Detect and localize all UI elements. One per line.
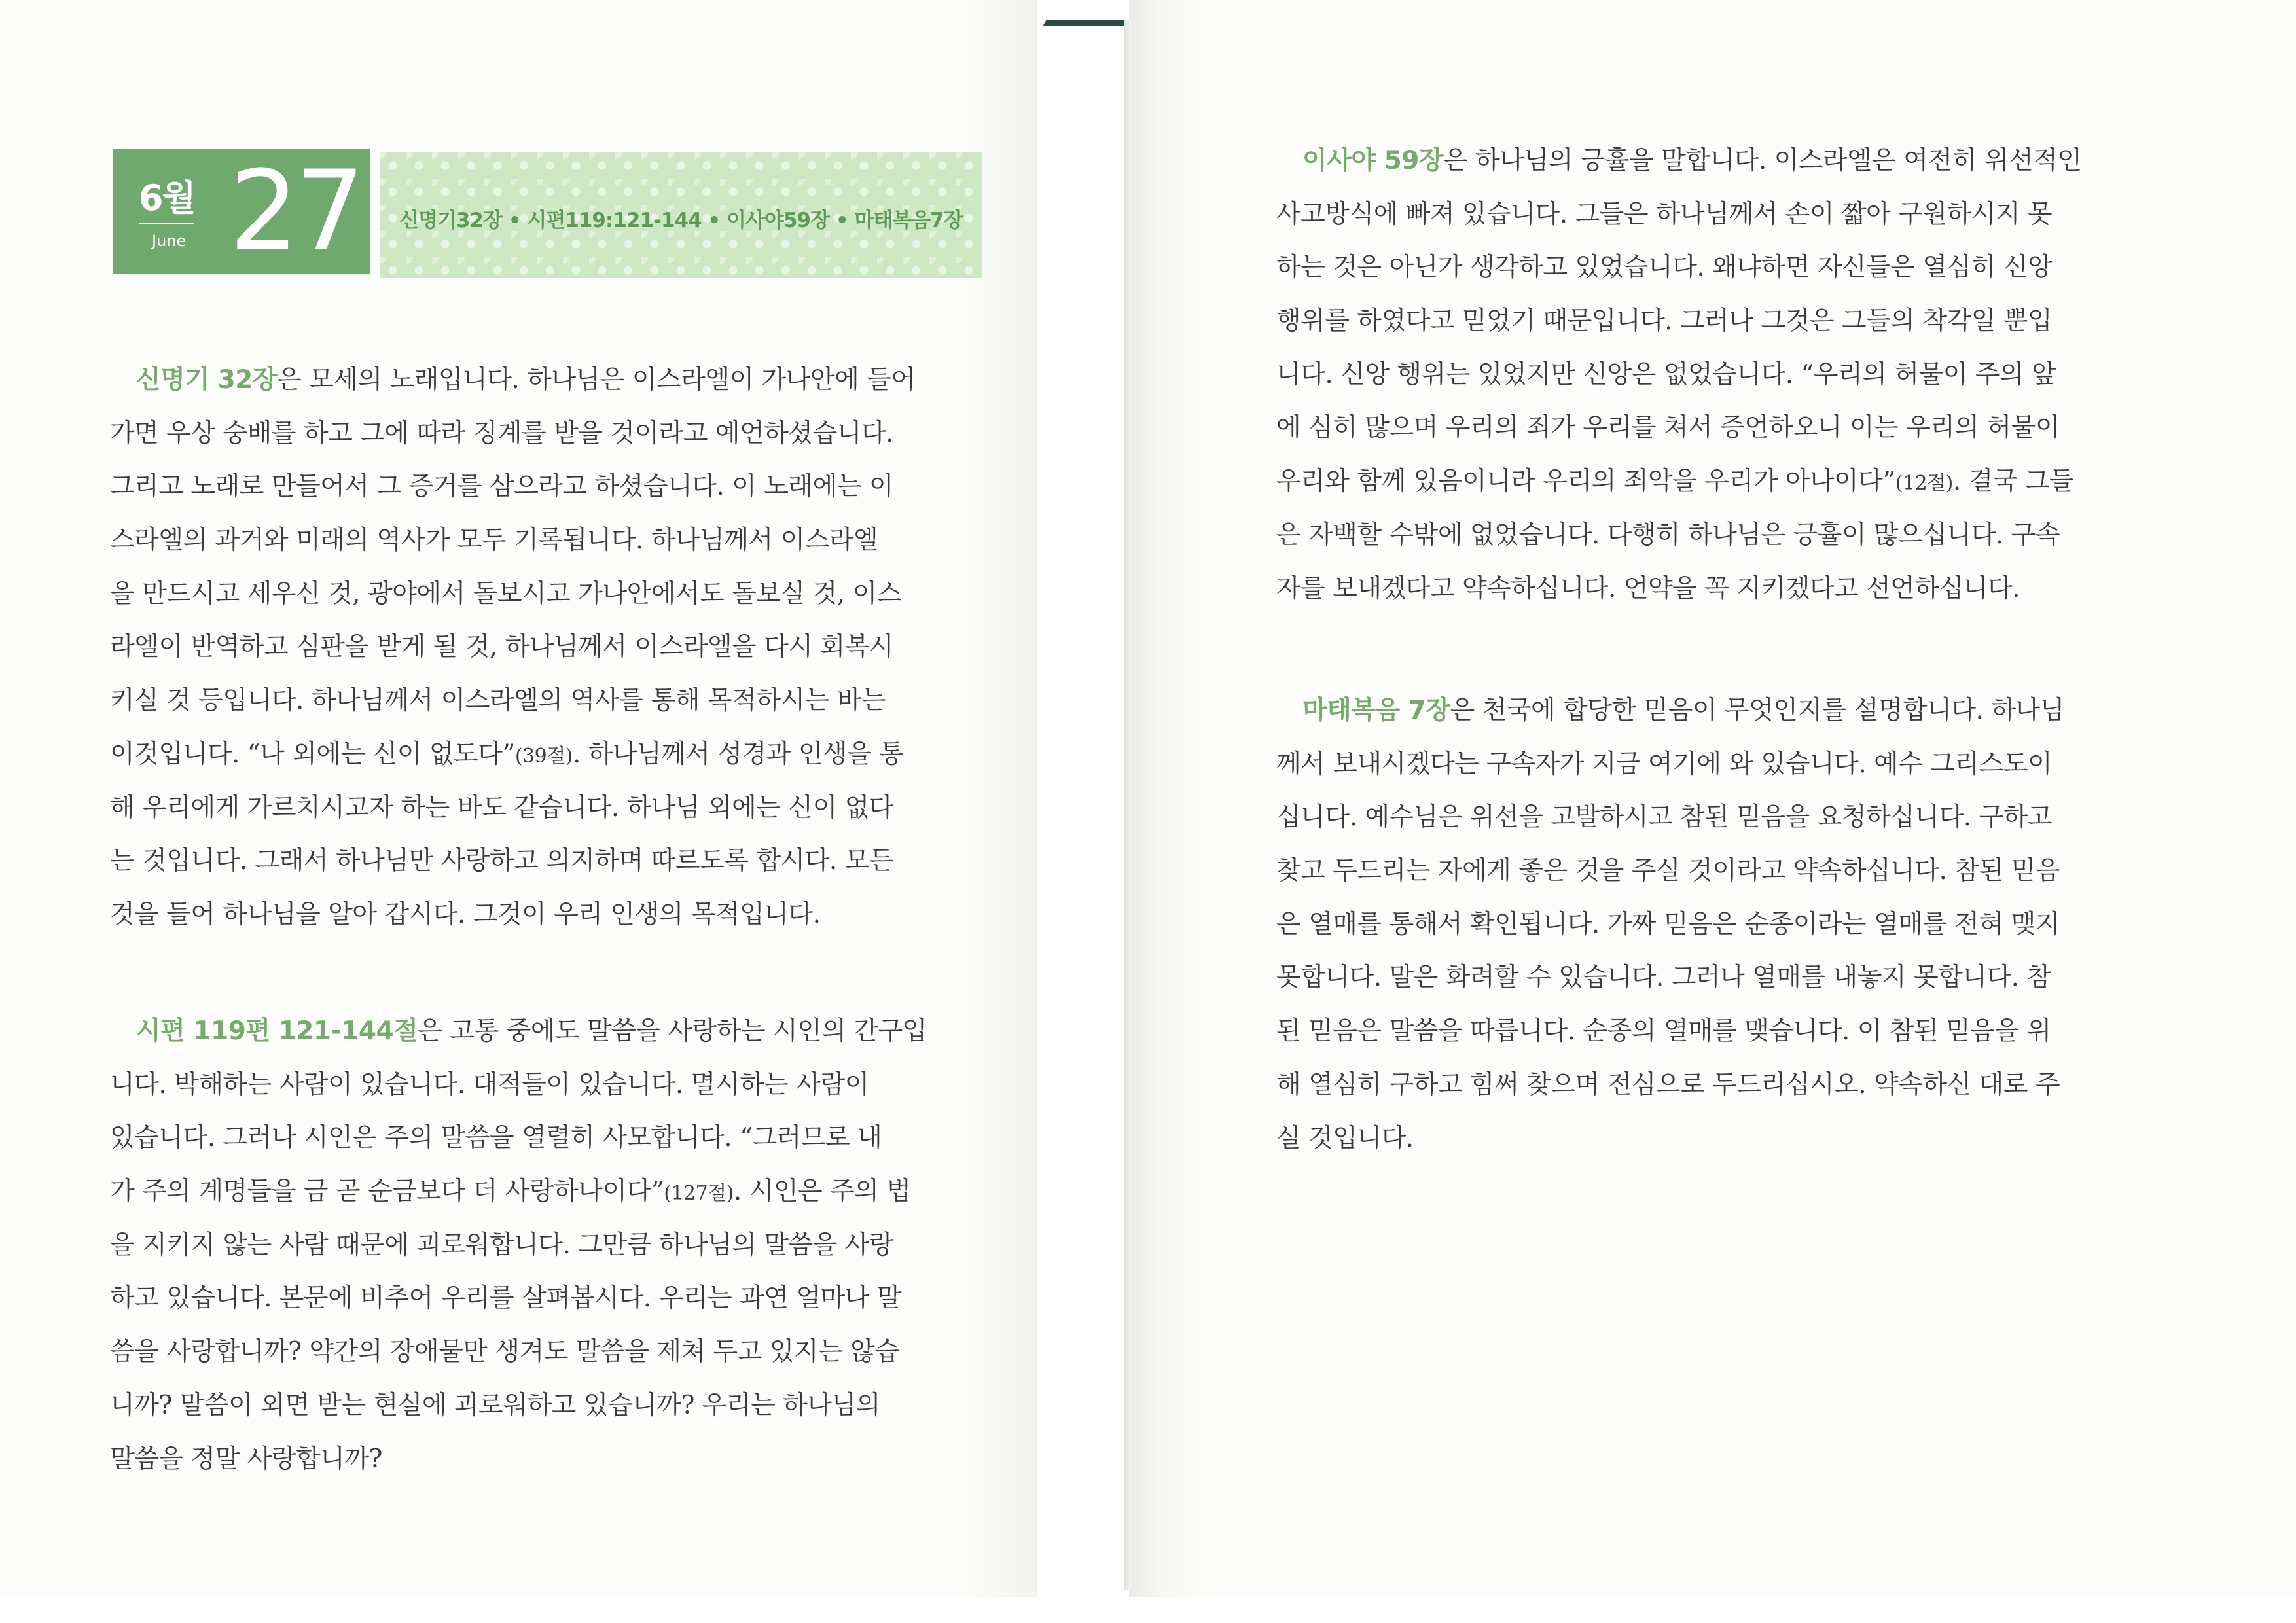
text-line: 하고 있습니다. 본문에 비추어 우리를 살펴봅시다. 우리는 과연 얼마나 말 — [110, 1283, 901, 1313]
page-gutter — [1037, 0, 1129, 1597]
text-line: 된 믿음은 말씀을 따릅니다. 순종의 열매를 맺습니다. 이 참된 믿음을 위 — [1276, 1016, 2051, 1046]
date-month: 6월 — [139, 177, 195, 219]
text-line: 십니다. 예수님은 위선을 고발하시고 참된 믿음을 요청하십니다. 구하고 — [1276, 802, 2053, 832]
text-line: 해 우리에게 가르치시고자 하는 바도 같습니다. 하나님 외에는 신이 없다 — [110, 793, 894, 823]
text-line: 스라엘의 과거와 미래의 역사가 모두 기록됩니다. 하나님께서 이스라엘 — [110, 526, 878, 556]
text-line: 실 것입니다. — [1276, 1123, 1414, 1153]
text-line: 못합니다. 말은 화려할 수 있습니다. 그러나 열매를 내놓지 못합니다. 참 — [1276, 963, 2051, 993]
date-divider — [139, 223, 194, 224]
date-month-english: June — [152, 232, 187, 250]
text-line: 께서 보내시겠다는 구속자가 지금 여기에 와 있습니다. 예수 그리스도이 — [1276, 749, 2053, 779]
text-line: 마태복음 7장은 천국에 합당한 믿음이 무엇인지를 설명합니다. 하나님 — [1302, 696, 2064, 725]
date-day: 27 — [229, 147, 361, 275]
text-line: 우리와 함께 있음이니라 우리의 죄악을 우리가 아나이다”(12절). 결국 그들 — [1276, 467, 2074, 497]
verse-citation: (39절) — [514, 744, 573, 768]
text-line: 는 것입니다. 그래서 하나님만 사랑하고 의지하며 따르도록 합시다. 모든 — [110, 846, 894, 876]
text-line: 가 주의 계명들을 금 곧 순금보다 더 사랑하나이다”(127절). 시인은 주의 법 — [110, 1177, 911, 1207]
text-line: 니다. 박해하는 사람이 있습니다. 대적들이 있습니다. 멸시하는 사람이 — [110, 1069, 869, 1099]
reading-plan-text: 신명기32장 • 시편119:121-144 • 이사야59장 • 마태복음7장 — [399, 209, 963, 232]
text-line: 사고방식에 빠져 있습니다. 그들은 하나님께서 손이 짧아 구원하시지 못 — [1276, 199, 2053, 229]
reference-deuteronomy: 신명기 32장 — [136, 365, 278, 395]
paragraph-matthew — [1276, 684, 2157, 1165]
paragraph-isaiah — [1276, 134, 2157, 615]
text-line: 에 심히 많으며 우리의 죄가 우리를 쳐서 증언하오니 이는 우리의 허물이 — [1276, 413, 2060, 443]
text-line: 가면 우상 숭배를 하고 그에 따라 징계를 받을 것이라고 예언하셨습니다. — [110, 418, 894, 448]
text-line: 말씀을 정말 사랑합니까? — [110, 1444, 382, 1474]
paragraph-deuteronomy — [110, 353, 987, 942]
text-line: 해 열심히 구하고 힘써 찾으며 전심으로 두드리십시오. 약속하신 대로 주 — [1276, 1069, 2060, 1099]
text-line: 을 만드시고 세우신 것, 광야에서 돌보시고 가나안에서도 돌보실 것, 이스 — [110, 579, 901, 609]
text-line: 있습니다. 그러나 시인은 주의 말씀을 열렬히 사모합니다. “그러므로 내 — [110, 1123, 882, 1153]
reference-matthew: 마태복음 7장 — [1302, 696, 1450, 725]
text-line: 신명기 32장은 모세의 노래입니다. 하나님은 이스라엘이 가나안에 들어 — [136, 365, 916, 395]
text-line: 씀을 사랑합니까? 약간의 장애물만 생겨도 말씀을 제쳐 두고 있지는 않습 — [110, 1337, 899, 1367]
reference-psalms: 시편 119편 121-144절 — [136, 1016, 418, 1046]
paragraph-psalms — [110, 1005, 987, 1486]
text-line: 은 자백할 수밖에 없었습니다. 다행히 하나님은 긍휼이 많으십니다. 구속 — [1276, 520, 2060, 550]
text-line: 라엘이 반역하고 심판을 받게 될 것, 하나님께서 이스라엘을 다시 회복시 — [110, 632, 894, 662]
text-line: 자를 보내겠다고 약속하십니다. 언약을 꼭 지키겠다고 선언하십니다. — [1276, 573, 2020, 603]
text-line: 이사야 59장은 하나님의 긍휼을 말합니다. 이스라엘은 여전히 위선적인 — [1302, 146, 2082, 175]
text-line: 니까? 말씀이 외면 받는 현실에 괴로워하고 있습니까? 우리는 하나님의 — [110, 1390, 880, 1420]
reading-plan-band — [380, 152, 982, 278]
text-line: 행위를 하였다고 믿었기 때문입니다. 그러나 그것은 그들의 착각일 뿐입 — [1276, 306, 2053, 336]
text-line: 니다. 신앙 행위는 있었지만 신앙은 없었습니다. “우리의 허물이 주의 앞 — [1276, 359, 2056, 389]
text-line: 그리고 노래로 만들어서 그 증거를 삼으라고 하셨습니다. 이 노래에는 이 — [110, 472, 894, 502]
reference-isaiah: 이사야 59장 — [1302, 146, 1444, 175]
text-line: 찾고 두드리는 자에게 좋은 것을 주실 것이라고 약속하십니다. 참된 믿음 — [1276, 856, 2060, 886]
text-line: 키실 것 등입니다. 하나님께서 이스라엘의 역사를 통해 목적하시는 바는 — [110, 686, 886, 716]
text-line: 하는 것은 아닌가 생각하고 있었습니다. 왜냐하면 자신들은 열심히 신앙 — [1276, 253, 2053, 283]
verse-citation: (127절) — [664, 1182, 734, 1205]
verse-citation: (12절) — [1895, 472, 1953, 495]
text-line: 을 지키지 않는 사람 때문에 괴로워합니다. 그만큼 하나님의 말씀을 사랑 — [110, 1230, 894, 1260]
text-line: 이것입니다. “나 외에는 신이 없도다”(39절). 하나님께서 성경과 인생을 통 — [110, 739, 904, 769]
text-line: 은 열매를 통해서 확인됩니다. 가짜 믿음은 순종이라는 열매를 전혀 맺지 — [1276, 909, 2060, 939]
gutter-shadow — [1124, 20, 1131, 1590]
text-line: 시편 119편 121-144절은 고통 중에도 말씀을 사랑하는 시인의 간구입 — [136, 1016, 927, 1046]
date-box — [113, 149, 370, 274]
text-line: 것을 들어 하나님을 알아 갑시다. 그것이 우리 인생의 목적입니다. — [110, 899, 821, 929]
